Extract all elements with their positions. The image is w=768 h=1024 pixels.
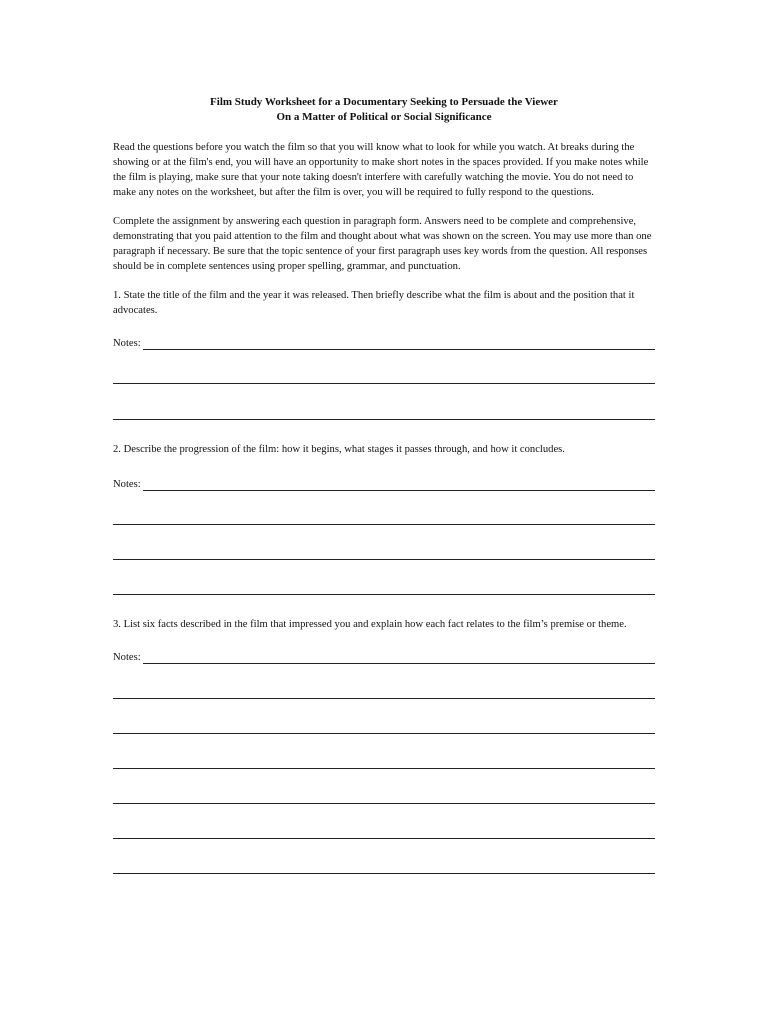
answer-line[interactable] (113, 803, 655, 804)
worksheet-title-line-1: Film Study Worksheet for a Documentary Seeking to Persuade the Viewer (210, 96, 558, 108)
instructions-paragraph-1: Read the questions before you watch the film so that you will know what to look for while you watch. At breaks during the showing or at the film's end, you will have an opportunity to make short notes in the spaces provided. If you make notes while the film is playing, make sure that your note taking doesn't interfere with carefully watching the movie. You do not need to make any notes on the worksheet, but after the film is over, you will be required to fully respond to the questions. (113, 142, 649, 198)
answer-line[interactable] (113, 838, 655, 839)
instructions-paragraph-2: Complete the assignment by answering each question in paragraph form. Answers need to be complete and comprehensive, demonstrating that you paid attention to the film and thought about what was shown on the screen. You may use more than one paragraph if necessary. Be sure that the topic sentence of your first paragraph uses key words from the question. All responses should be in complete sentences using proper spelling, grammar, and punctuation. (113, 216, 652, 272)
question-3-text: 3. List six facts described in the film that impressed you and explain how each fact relates to the film’s premise or theme. (113, 619, 627, 630)
answer-line[interactable] (113, 419, 655, 420)
question-2-text: 2. Describe the progression of the film: how it begins, what stages it passes through, and how it concludes. (113, 444, 565, 455)
answer-line[interactable] (113, 383, 655, 384)
question-3-section (113, 617, 655, 874)
worksheet-title-line-2: On a Matter of Political or Social Significance (276, 111, 492, 123)
notes-label: Notes: (113, 479, 141, 490)
question-1-text: 1. State the title of the film and the year it was released. Then briefly describe what the film is about and the position that it advocates. (113, 290, 635, 316)
question-3-notes-row[interactable] (113, 649, 655, 664)
worksheet-page (113, 95, 655, 874)
answer-line[interactable] (113, 768, 655, 769)
notes-label: Notes: (113, 338, 141, 349)
answer-line[interactable] (113, 873, 655, 874)
notes-line[interactable] (143, 652, 655, 664)
question-1-section (113, 288, 655, 420)
question-2-section (113, 442, 655, 595)
answer-line[interactable] (113, 733, 655, 734)
question-1-notes-row[interactable] (113, 335, 655, 350)
answer-line[interactable] (113, 698, 655, 699)
answer-line[interactable] (113, 594, 655, 595)
notes-label: Notes: (113, 652, 141, 663)
question-2-notes-row[interactable] (113, 476, 655, 491)
notes-line[interactable] (143, 338, 655, 350)
answer-line[interactable] (113, 524, 655, 525)
answer-line[interactable] (113, 559, 655, 560)
notes-line[interactable] (143, 479, 655, 491)
